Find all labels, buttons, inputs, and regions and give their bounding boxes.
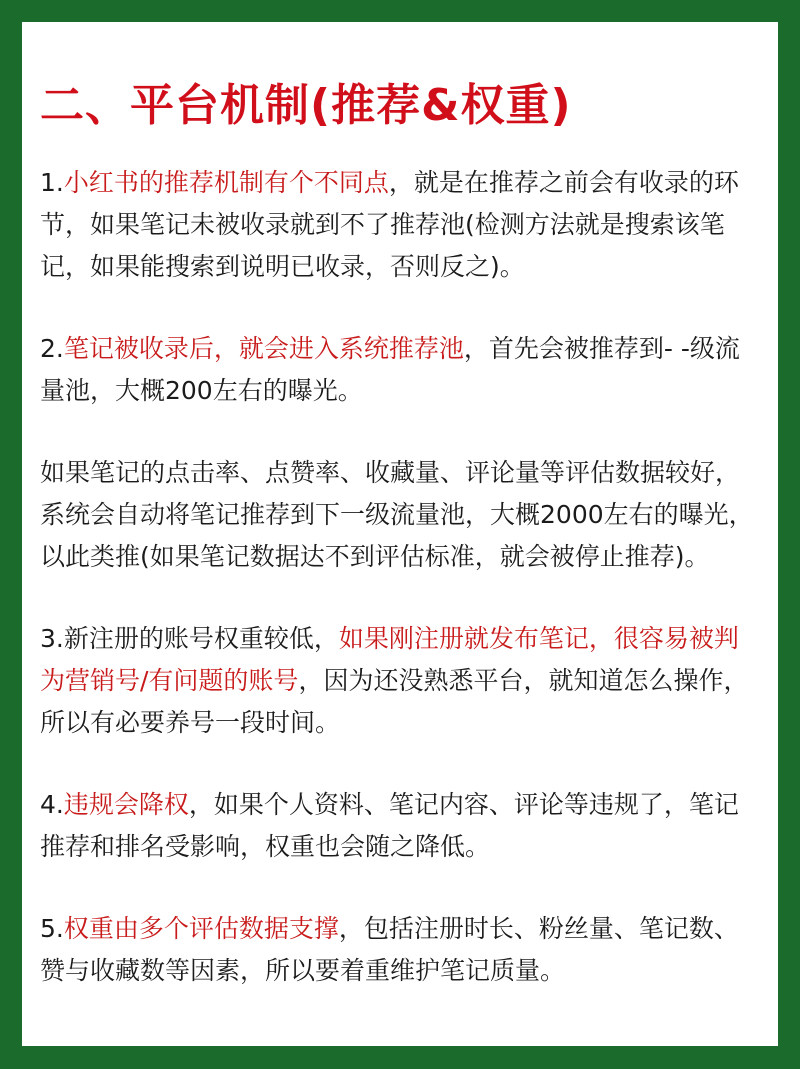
- paragraph-4-highlight: 如果刚注册就发布笔记，很容易被判为营销号/有问题的账号: [40, 624, 739, 695]
- paragraph-4: [40, 618, 760, 744]
- paragraph-6-text: ，包括注册时长、粉丝量、笔记数、赞与收藏数等因素，所以要着重维护笔记质量。: [40, 914, 739, 985]
- paragraph-5: [40, 784, 760, 868]
- paragraph-5-text: ，如果个人资料、笔记内容、评论等违规了，笔记推荐和排名受影响，权重也会随之降低。: [40, 790, 739, 861]
- paragraph-2-highlight: 笔记被收录后，就会进入系统推荐池: [63, 334, 464, 363]
- paragraph-6-highlight: 权重由多个评估数据支撑: [63, 914, 339, 943]
- paragraph-2: [40, 328, 760, 412]
- paragraph-3-text: 如果笔记的点击率、点赞率、收藏量、评论量等评估数据较好，系统会自动将笔记推荐到下一级流量池，大概2000左右的曝光，以此类推(如果笔记数据达不到评估标准，就会被停止推荐)。: [40, 458, 754, 571]
- page-title: 二、平台机制(推荐&权重): [40, 80, 572, 131]
- paragraph-4-text: ，因为还没熟悉平台，就知道怎么操作，所以有必要养号一段时间。: [40, 666, 749, 737]
- paragraph-2-prefix: 2.: [40, 334, 64, 363]
- paragraph-6-prefix: 5.: [40, 914, 64, 943]
- paragraph-4-prefix: 3.新注册的账号权重较低，: [40, 624, 339, 653]
- paragraph-5-highlight: 违规会降权: [63, 790, 189, 819]
- paragraph-6: [40, 908, 760, 992]
- paragraph-1: [40, 162, 760, 288]
- paragraph-3: [40, 452, 760, 578]
- content-card: [22, 22, 778, 1046]
- paragraph-1-highlight: 小红书的推荐机制有个不同点: [63, 168, 389, 197]
- paragraph-1-prefix: 1.: [40, 168, 64, 197]
- paragraph-1-text: ，就是在推荐之前会有收录的环节，如果笔记未被收录就到不了推荐池(检测方法就是搜索该笔记，如果能搜索到说明已收录，否则反之)。: [40, 168, 739, 281]
- paragraph-5-prefix: 4.: [40, 790, 64, 819]
- paragraph-2-text: ，首先会被推荐到- -级流量池，大概200左右的曝光。: [40, 334, 740, 405]
